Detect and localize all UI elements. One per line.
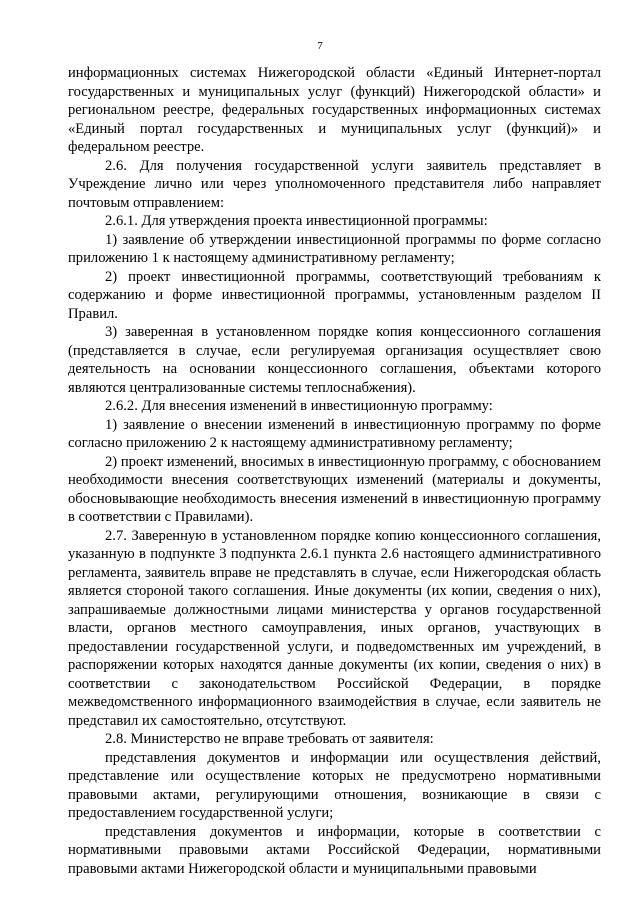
- paragraph: 2.8. Министерство не вправе требовать от заявителя:: [105, 731, 434, 747]
- paragraph: 2.6.2. Для внесения изменений в инвестиционную программу:: [105, 398, 493, 414]
- paragraph: представления документов и информации, которые в соответствии с нормативными правовыми актами Российской Федерации, нормативными правовыми актами Нижегородской области и муниципальными правовыми: [68, 823, 601, 877]
- paragraph: представления документов и информации или осуществления действий, представление или осуществление которых не предусмотрено нормативными правовыми актами, регулирующими отношения, возникающие в связи с предоставлением государственной услуги;: [68, 749, 601, 821]
- page-number: 7: [317, 40, 323, 52]
- document-body: [68, 64, 601, 878]
- paragraph: 2) проект изменений, вносимых в инвестиционную программу, с обоснованием необходимости внесения соответствующих изменений (материалы и документы, обосновывающие необходимость внесения изменений в инвестиционную программу в соответствии с Правилами).: [68, 453, 601, 525]
- paragraph: 2.6. Для получения государственной услуги заявитель представляет в Учреждение лично или через уполномоченного представителя либо направляет почтовым отправлением:: [68, 157, 601, 211]
- paragraph: 1) заявление об утверждении инвестиционной программы по форме согласно приложению 1 к настоящему административному регламенту;: [68, 231, 601, 266]
- paragraph: 2.7. Заверенную в установленном порядке копию концессионного соглашения, указанную в подпункте 3 подпункта 2.6.1 пункта 2.6 настоящего административного регламента, заявитель вправе не представлять в случае, если Нижегородская область является стороной такого соглашения. Иные документы (их копии, сведения о них), запрашиваемые должностными лицами министерства у органов государственной власти, органов местного самоуправления, иных органов, участвующих в предоставлении государственной услуги, и подведомственных им учреждений, в распоряжении которых находятся данные документы (их копии, сведения о них) в соответствии с законодательством Российской Федерации, в порядке межведомственного информационного взаимодействия в случае, если заявитель не представил их самостоятельно, отсутствуют.: [68, 527, 601, 729]
- paragraph: информационных системах Нижегородской области «Единый Интернет-портал государственных и муниципальных услуг (функций) Нижегородской области» и региональном реестре, федеральных государственных информационных системах «Единый портал государственных и муниципальных услуг (функций)» и федеральном реестре.: [68, 65, 601, 155]
- paragraph: 2) проект инвестиционной программы, соответствующий требованиям к содержанию и форме инвестиционной программы, установленным разделом II Правил.: [68, 268, 601, 322]
- paragraph: 2.6.1. Для утверждения проекта инвестиционной программы:: [105, 213, 488, 229]
- paragraph: 3) заверенная в установленном порядке копия концессионного соглашения (представляется в случае, если регулируемая организация осуществляет свою деятельность на основании концессионного соглашения, объектами которого являются централизованные системы теплоснабжения).: [68, 324, 601, 396]
- paragraph: 1) заявление о внесении изменений в инвестиционную программу по форме согласно приложению 2 к настоящему административному регламенту;: [68, 416, 601, 451]
